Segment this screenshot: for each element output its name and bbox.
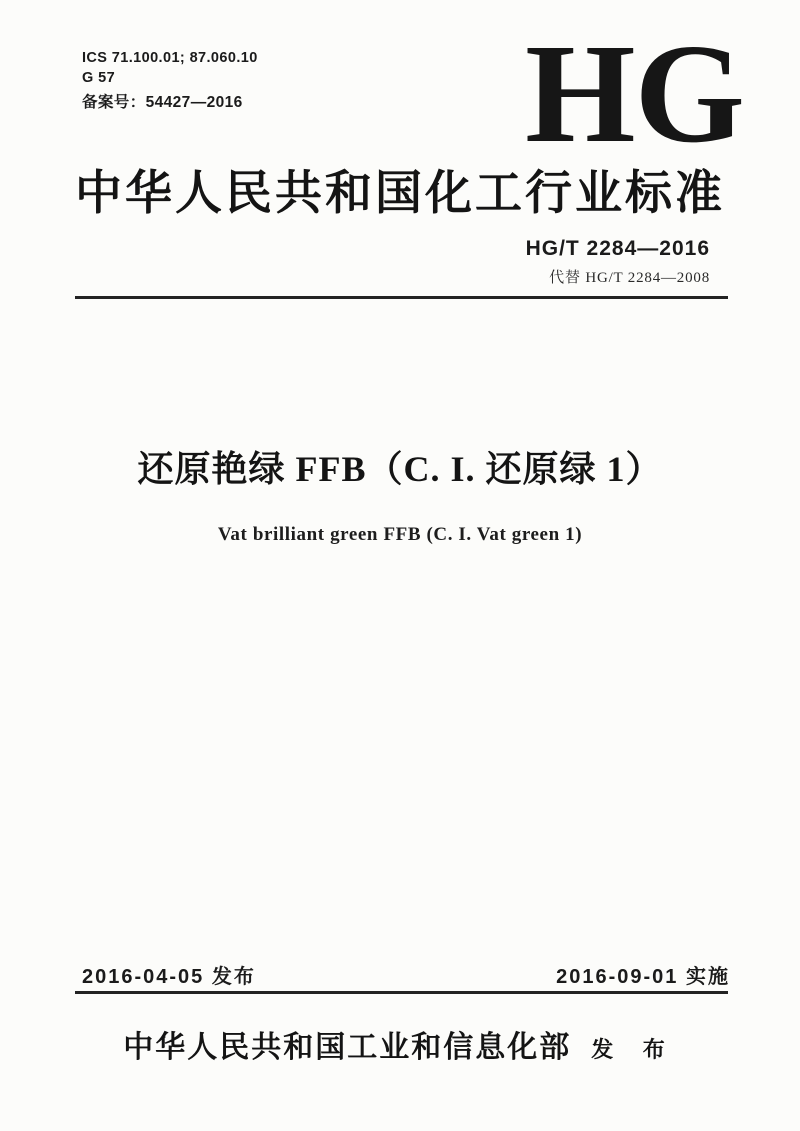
issuer-row [0,1022,800,1066]
category-code: G 57 [82,70,116,86]
implement-date: 2016-09-01 实施 [556,966,730,988]
filing-number: 备案号：54427—2016 [82,94,243,111]
document-title-en: Vat brilliant green FFB (C. I. Vat green 1) [217,524,583,545]
issuer-name: 中华人民共和国工业和信息化部 [123,1031,572,1064]
document-title-zh: 还原艳绿 FFB（C. I. 还原绿 1） [137,449,663,489]
replaces-note: 代替 HG/T 2284—2008 [549,270,710,286]
classification-block [82,48,258,113]
standard-number-block [526,237,710,287]
ics-code: ICS 71.100.01; 87.060.10 [82,50,258,66]
standard-number: HG/T 2284—2016 [525,237,710,260]
dates-row [82,960,730,989]
standard-body-title: 中华人民共和国化工行业标准 [75,168,725,220]
header-divider [75,296,728,299]
issue-date: 2016-04-05 发布 [82,966,256,988]
hg-logo: HG [525,14,744,172]
issuer-action: 发 布 [591,1037,677,1062]
footer-divider [75,991,728,994]
